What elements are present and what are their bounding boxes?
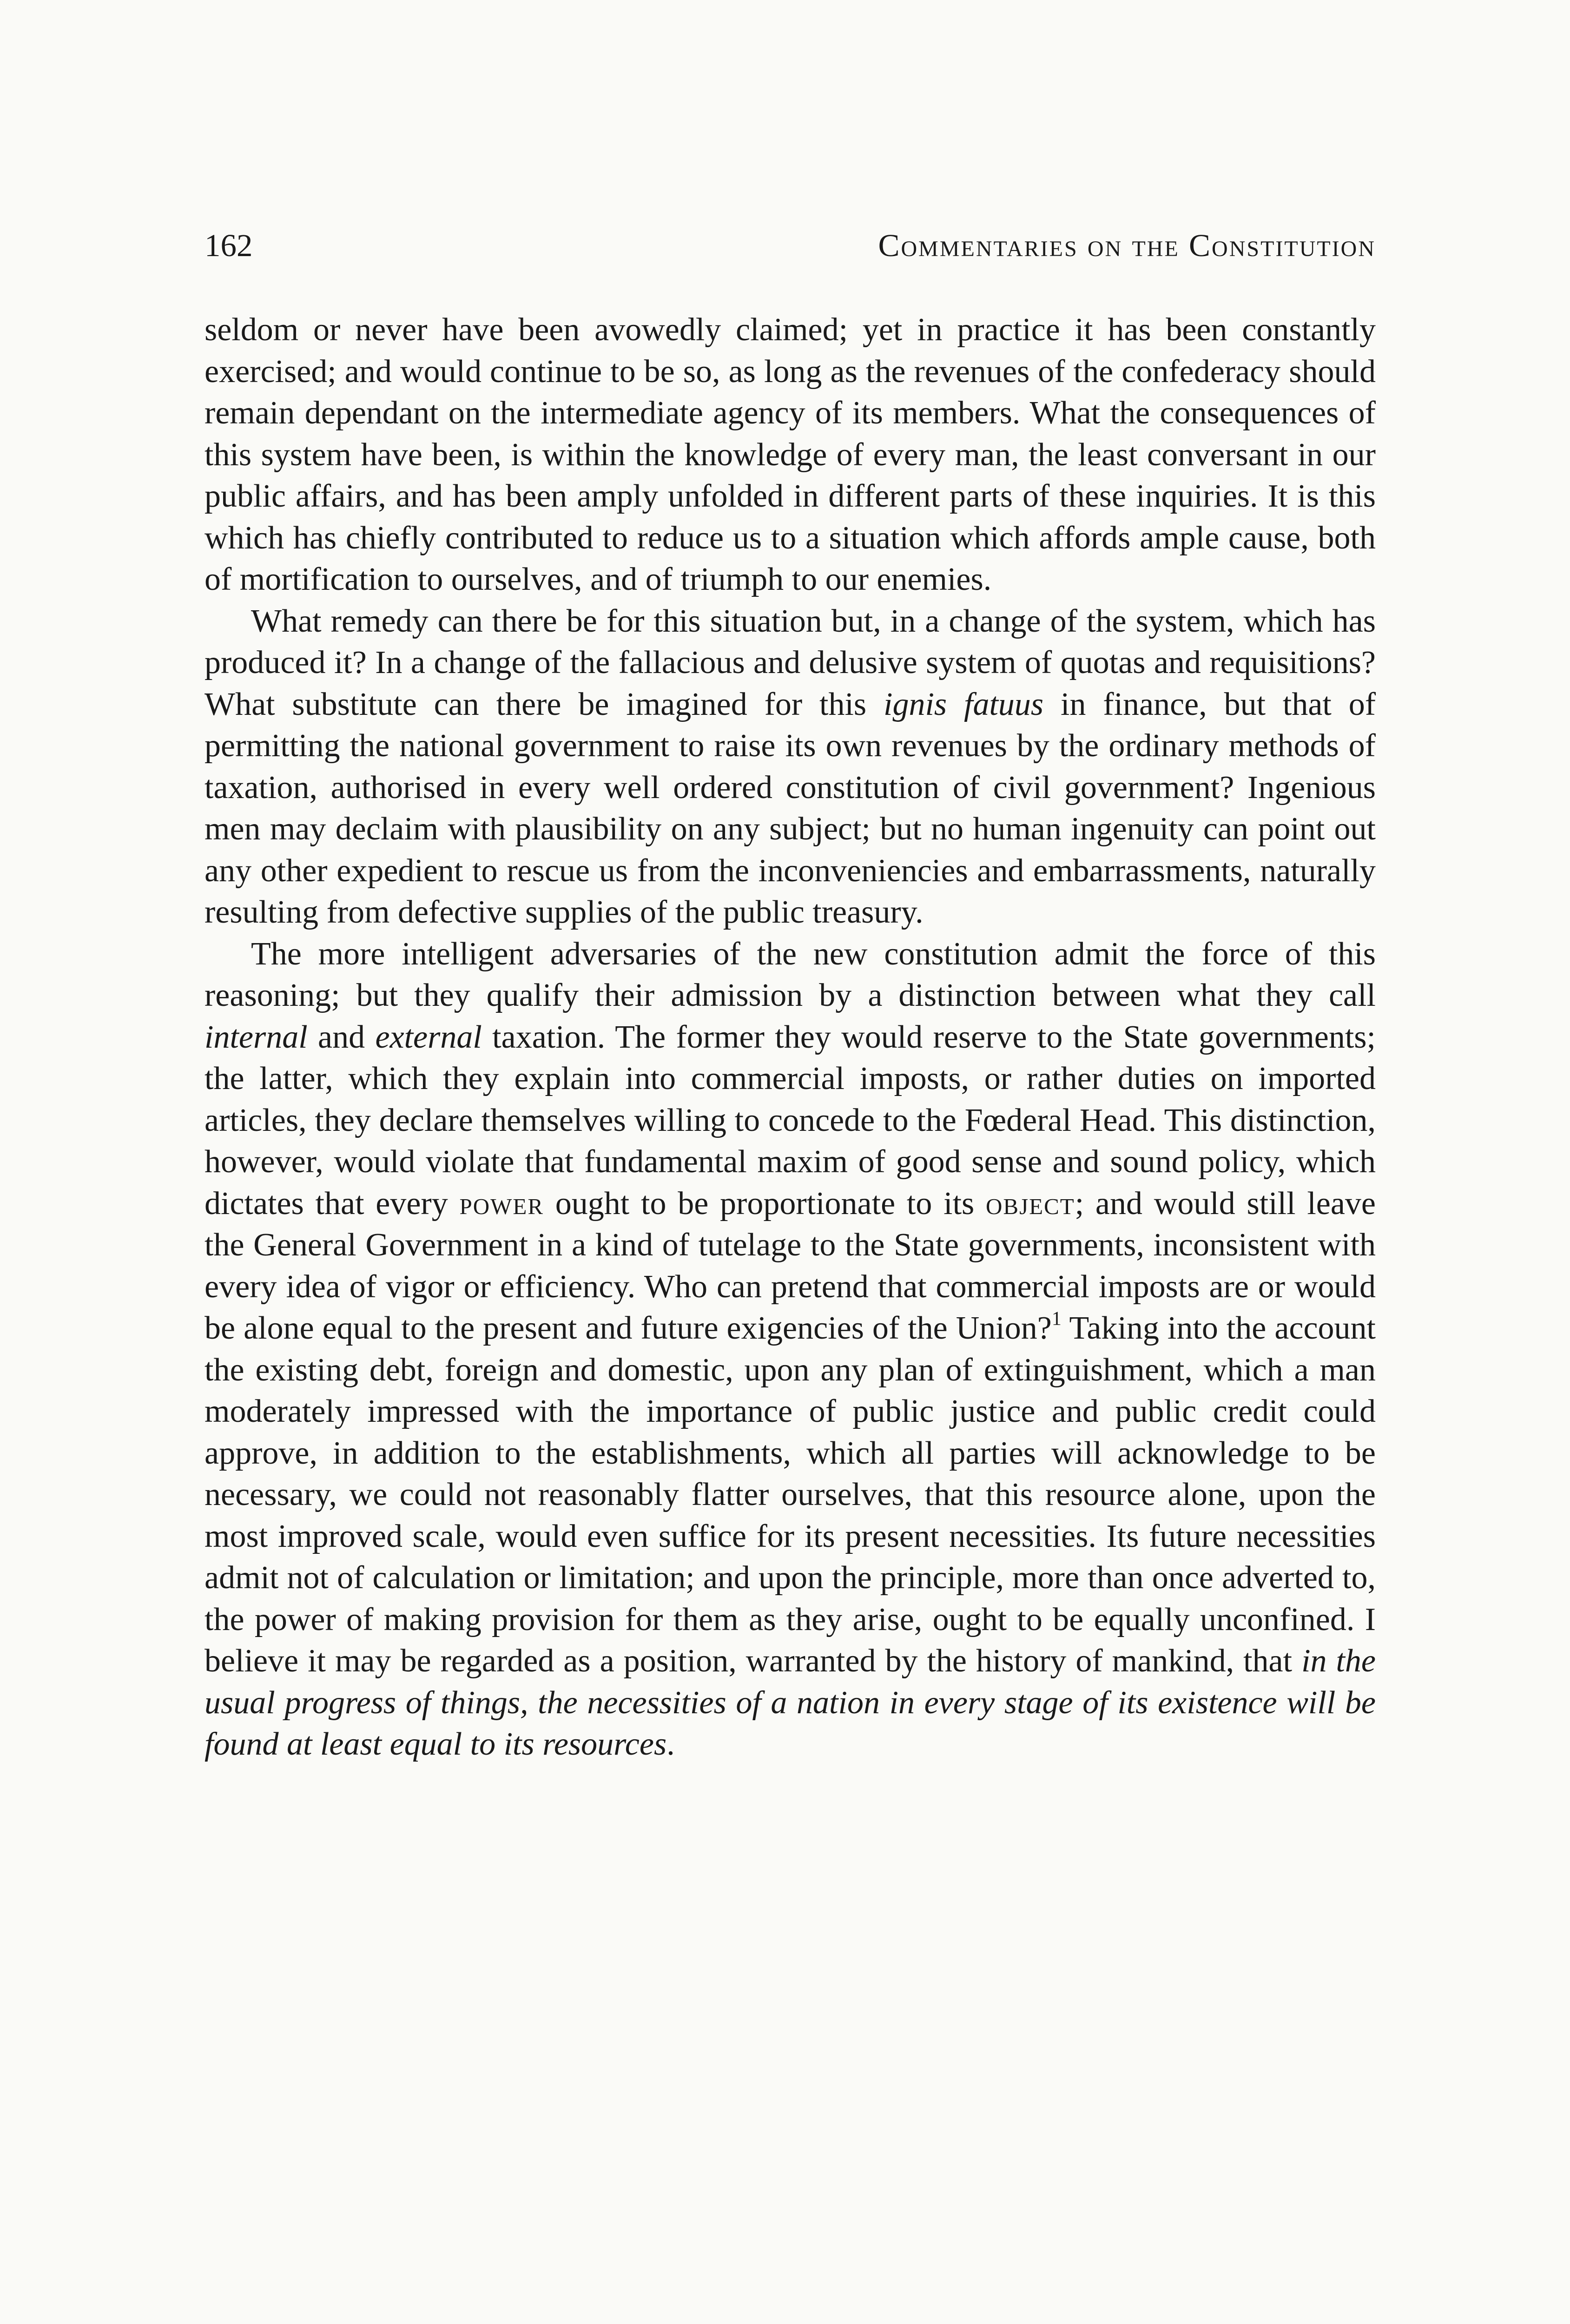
paragraph-3-text-g: ought to be proportionate to its xyxy=(544,1185,986,1221)
external-term: external xyxy=(375,1019,482,1055)
paragraph-3-text-c: and xyxy=(307,1019,376,1055)
running-title: Commentaries on the Constitution xyxy=(878,228,1376,263)
paragraph-3-text-a: The more intelligent adversaries of the new constitution admit the force of this reasoning; but they qualify their admission by a distinction between what they call xyxy=(204,936,1376,1013)
internal-term: internal xyxy=(204,1019,308,1055)
paragraph-1 xyxy=(204,309,1376,601)
paragraph-3-text-k: Taking into the account the existing debt, foreign and domestic, upon any plan of extinguishment, which a man moderately impressed with the importance of public justice and public credit could approve, in addition to the establishments, which all parties will acknowledge to be necessary, we could not reasonably flatter ourselves, that this resource alone, upon the most improved scale, would even suffice for its present necessities. Its future necessities admit not of calculation or limitation; and upon the principle, more than once adverted to, the power of making provision for them as they arise, ought to be equally unconfined. I believe it may be regarded as a position, warranted by the history of mankind, that xyxy=(204,1310,1376,1679)
italic-conclusion: in the usual progress of things, the necessities of a nation in every stage of its existence will be found at least equal to its resources xyxy=(204,1643,1376,1762)
paragraph-3 xyxy=(204,933,1376,1765)
paragraph-1-text: seldom or never have been avowedly claimed; yet in practice it has been constantly exercised; and would continue to be so, as long as the revenues of the confederacy should remain dependant on the intermediate agency of its members. What the consequences of this system have been, is within the knowledge of every man, the least conversant in our public affairs, and has been amply unfolded in different parts of these inquiries. It is this which has chiefly contributed to reduce us to a situation which affords ample cause, both of mortification to ourselves, and of triumph to our enemies. xyxy=(204,312,1376,597)
power-term: power xyxy=(459,1185,544,1221)
paragraph-3-text-e: taxation. The former they would reserve to the State governments; the latter, which they explain into commercial imposts, or rather duties on imported articles, they declare themselves willing to concede to the Fœderal Head. This distinction, however, would violate that fundamental maxim of good sense and sound policy, which dictates that every xyxy=(204,1019,1376,1221)
object-term: object xyxy=(986,1185,1075,1221)
paragraph-2-text-a: What remedy can there be for this situation but, in a change of the system, which has produced it? In a change of the fallacious and delusive system of quotas and requisitions? What substitute can there be imagined for this xyxy=(204,603,1376,722)
footnote-marker[interactable]: 1 xyxy=(1051,1308,1062,1330)
page-number: 162 xyxy=(204,228,253,263)
body-text xyxy=(204,309,1376,1765)
paragraph-2 xyxy=(204,601,1376,933)
paragraph-2-text-c: in finance, but that of permitting the national government to raise its own revenues by the ordinary methods of taxation, authorised in every well ordered constitution of civil government? Ingenious men may declaim with plausibility on any subject; but no human ingenuity can point out any other expedient to rescue us from the inconveniencies and embarrassments, naturally resulting from defective supplies of the public treasury. xyxy=(204,686,1376,930)
paragraph-3-text-i: ; and would still leave the General Government in a kind of tutelage to the State governments, inconsistent with every idea of vigor or efficiency. Who can pretend that commercial imposts are or would be alone equal to the present and future exigencies of the Union? xyxy=(204,1185,1376,1346)
running-head xyxy=(204,218,1376,273)
ignis-fatuus-phrase: ignis fatuus xyxy=(884,686,1044,722)
paragraph-3-end: . xyxy=(666,1726,675,1762)
